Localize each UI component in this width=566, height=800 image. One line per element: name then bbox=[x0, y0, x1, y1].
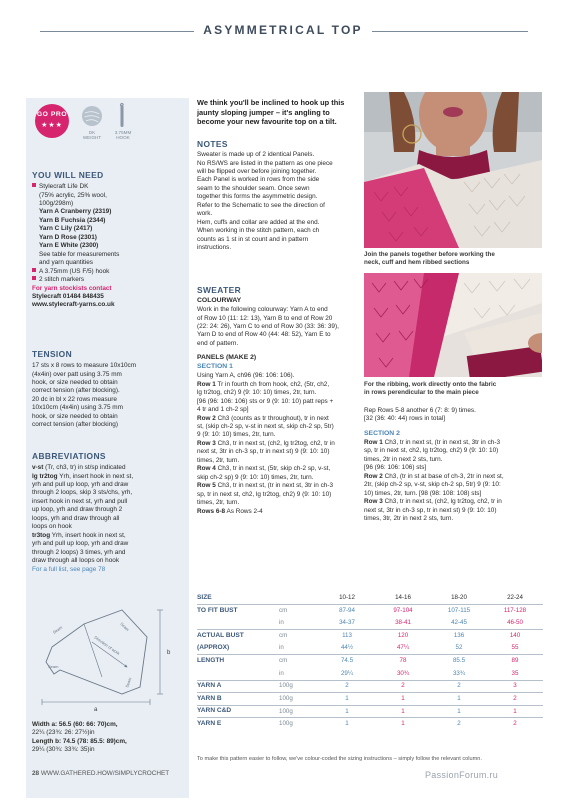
text-line: correct tension (after blocking) bbox=[32, 421, 118, 429]
schematic-seam-label: Seam bbox=[124, 676, 133, 689]
photo1-caption: Join the panels together before working the neck, cuff and hem ribbed sections bbox=[364, 251, 495, 267]
table-cell: 2 bbox=[431, 718, 487, 731]
text-line: Row 3 Ch3, tr in next st, (ch2, lg tr2tog, ch2, tr in bbox=[197, 439, 335, 447]
row-unit: in bbox=[279, 644, 284, 652]
list-item: See table for measurements bbox=[39, 250, 120, 258]
text-line: (4x4in) over patt using 3.75 mm bbox=[32, 370, 122, 378]
text-line: yrh and pull up loop, yrh and draw bbox=[32, 481, 129, 488]
bullet-icon bbox=[32, 276, 36, 280]
text-line: hook, or size needed to obtain bbox=[32, 412, 118, 420]
row-unit: 100g bbox=[279, 718, 319, 731]
table-cell: 107-115 bbox=[431, 605, 487, 618]
table-cell: 44½ bbox=[340, 644, 354, 652]
row-label: ACTUAL BUST bbox=[197, 630, 279, 643]
crochet-hook-icon bbox=[119, 103, 125, 127]
text-line: work. bbox=[197, 210, 213, 218]
row-label: TO FIT BUST bbox=[197, 605, 279, 618]
table-cell: 1 bbox=[431, 705, 487, 718]
table-cell: 2 bbox=[431, 680, 487, 693]
text-line: When working in the stitch pattern, each ch bbox=[197, 227, 320, 235]
table-cell: 18-20 bbox=[451, 593, 467, 601]
text-line: Rep Rows 5-8 another 6 (7: 8: 9) times. bbox=[364, 407, 476, 414]
instruction-label: v-st bbox=[32, 464, 44, 472]
watermark: PassionForum.ru bbox=[425, 770, 499, 780]
page-title: ASYMMETRICAL TOP bbox=[203, 23, 363, 37]
row-unit: 100g bbox=[279, 680, 319, 693]
list-item: A 3.75mm (US F/5) hook bbox=[32, 268, 182, 276]
instruction-label: lg tr2tog bbox=[32, 472, 58, 480]
colourway-heading: COLOURWAY bbox=[197, 297, 242, 305]
row-unit: in bbox=[279, 669, 284, 677]
table-footnote: To make this pattern easier to follow, we've colour-coded the sizing instructions – simply follow the relevant column. bbox=[197, 756, 482, 762]
text-line: skip ch-2 sp) 9 (9: 10: 10) times, 2tr, turn. bbox=[197, 473, 314, 481]
photo-model-sleeve bbox=[364, 273, 542, 377]
table-cell: 22-24 bbox=[507, 593, 523, 601]
text-line: 17 sts x 8 rows to measure 10x10cm bbox=[32, 362, 137, 370]
notes-section bbox=[197, 139, 359, 253]
abbreviations-heading: ABBREVIATIONS bbox=[32, 451, 106, 461]
text-line: instructions. bbox=[197, 244, 232, 252]
text-line: lg tr2tog Yrh, insert hook in next st, bbox=[32, 472, 134, 480]
list-item: 100g/298m) bbox=[39, 200, 74, 207]
text-line: Rows 6-8 As Rows 2-4 bbox=[197, 507, 263, 515]
table-cell: 42-45 bbox=[451, 619, 467, 627]
yarn-ball-icon bbox=[82, 106, 102, 126]
list-item: Stylecraft Life DK bbox=[32, 183, 182, 191]
text-line: Hem, cuffs and collar are added at the end. bbox=[197, 218, 320, 226]
instruction-label: Row 4 bbox=[197, 465, 216, 473]
text-line: seam to the shoulder seam. Once sewn bbox=[197, 184, 310, 192]
row-unit: in bbox=[279, 619, 284, 627]
text-line: insert hook in next st, yrh and pull bbox=[32, 497, 128, 505]
table-cell: 46-50 bbox=[507, 619, 523, 627]
row-unit: cm bbox=[279, 605, 319, 618]
instruction-label: Row 2 bbox=[197, 414, 216, 422]
text-line: will be flipped over before joining together. bbox=[197, 168, 317, 175]
row-unit bbox=[279, 592, 319, 605]
sweater-heading: SWEATER bbox=[197, 285, 242, 295]
list-item: (75% acrylic, 25% wool, bbox=[39, 191, 107, 199]
list-item: 2 stitch markers bbox=[32, 276, 182, 284]
table-row bbox=[197, 718, 543, 731]
list-item: Yarn E White (2300) bbox=[39, 242, 99, 250]
intro-lead: We think you'll be inclined to hook up this jaunty sloping jumper – it's angling to become your new favourite top on a tilt. bbox=[197, 98, 345, 127]
list-item: and yarn quantities bbox=[39, 259, 94, 267]
text-line: 9 (9: 10: 10) times, 2tr, turn. bbox=[197, 431, 276, 439]
text-line: 20 dc in bl x 22 rows measure bbox=[32, 395, 117, 403]
panels-heading: PANELS (MAKE 2) bbox=[197, 354, 257, 362]
header-rule-right bbox=[372, 31, 528, 32]
text-line: times, 2tr, turn. bbox=[197, 499, 240, 507]
text-line: sp, tr in next st, ch2, lg tr2tog, ch2) 9 (9: 10: 10) bbox=[197, 490, 332, 498]
row-label: LENGTH bbox=[197, 655, 279, 668]
table-cell: 1 bbox=[319, 693, 375, 706]
text-line: Row 2 Ch3 (counts as tr throughout), tr in next bbox=[197, 414, 329, 422]
text-line: times, 2tr in next 2 sts, turn. bbox=[364, 455, 443, 463]
text-line: 4 tr and 1 ch-2 sp] bbox=[197, 406, 249, 414]
row-label: YARN A bbox=[197, 680, 279, 693]
text-line: st, (skip ch-2 sp, v-st in next st, skip ch-2 sp, 5tr) bbox=[197, 422, 334, 430]
page-footer: 28 WWW.GATHERED.HOW/SIMPLYCROCHET bbox=[32, 770, 170, 777]
hook-label: 3.75MM HOOK bbox=[114, 130, 132, 141]
width-measure: Width a: 56.5 (60: 66: 70)cm, bbox=[32, 721, 118, 728]
text-line: v-st (Tr, ch3, tr) in st/sp indicated bbox=[32, 464, 126, 472]
table-row bbox=[197, 680, 543, 693]
text-line: Each Panel is worked in rows from the side bbox=[197, 176, 320, 184]
list-item: Yarn D Rose (2301) bbox=[39, 233, 97, 241]
text-line: Row 1 Ch3, tr in next st, (tr in next st, 3tr in ch-3 bbox=[364, 438, 501, 446]
instruction-label: Rows 6-8 bbox=[197, 507, 226, 515]
row-label bbox=[197, 617, 279, 630]
schematic-diagram bbox=[32, 602, 182, 712]
size-table bbox=[197, 592, 543, 731]
table-cell: 14-16 bbox=[395, 593, 411, 601]
table-cell: 136 bbox=[431, 630, 487, 643]
you-will-need-heading: YOU WILL NEED bbox=[32, 170, 104, 180]
text-line: Row 3 Ch3, tr in next st, (ch2, lg tr2tog, ch2, tr in bbox=[364, 498, 502, 506]
table-cell: 47¼ bbox=[396, 644, 410, 652]
text-line: Refer to the Schematic to see the direction of bbox=[197, 201, 325, 209]
notes-heading: NOTES bbox=[197, 139, 228, 149]
table-cell: 87-94 bbox=[319, 605, 375, 618]
table-cell: 1 bbox=[375, 693, 431, 706]
text-line: loops on hook bbox=[32, 523, 72, 531]
table-row bbox=[197, 693, 543, 706]
table-cell: 3 bbox=[487, 680, 543, 693]
table-cell: 30¾ bbox=[396, 669, 410, 677]
section2-heading: SECTION 2 bbox=[364, 429, 400, 437]
row-label: YARN E bbox=[197, 718, 279, 731]
table-cell: 52 bbox=[455, 644, 463, 652]
table-row bbox=[197, 642, 543, 655]
text-line: [32 (36: 40: 44) rows in total] bbox=[364, 415, 445, 423]
table-cell: 10-12 bbox=[339, 593, 355, 601]
text-line: of Row 10 (11: 12: 13), Yarn B to end of Row 20 bbox=[197, 314, 333, 322]
table-cell: 38-41 bbox=[395, 619, 411, 627]
row-unit: cm bbox=[279, 630, 319, 643]
table-cell: 55 bbox=[511, 644, 519, 652]
text-line: times, 2tr, turn. bbox=[197, 456, 240, 464]
list-item: Yarn C Lily (2417) bbox=[39, 225, 93, 233]
text-line: counts as 1 st in st count and in pattern bbox=[197, 235, 309, 243]
table-cell: 2 bbox=[487, 693, 543, 706]
instruction-label: Row 2 bbox=[364, 472, 383, 480]
right-pattern-text bbox=[364, 407, 542, 523]
text-line: yrh and pull up loop, yrh and draw bbox=[32, 540, 129, 548]
text-line: 10x10cm (4x4in) using 3.75 mm bbox=[32, 404, 123, 412]
table-cell: 2 bbox=[375, 680, 431, 693]
page-header bbox=[0, 20, 566, 44]
table-cell: 85.5 bbox=[431, 655, 487, 668]
row-unit: cm bbox=[279, 655, 319, 668]
table-row bbox=[197, 668, 543, 681]
table-cell: 34-37 bbox=[339, 619, 355, 627]
text-line: Row 5 Ch3, tr in next st, (tr in next st, 3tr in ch-3 bbox=[197, 482, 334, 490]
text-line: [96 (96: 106: 106) sts or 9 (9: 10: 10) patt reps + bbox=[197, 397, 334, 405]
text-line: sp, tr in next st, ch2, lg tr2tog, ch2) 9 (9: 10: 10) bbox=[364, 447, 499, 455]
row-label: (APPROX) bbox=[197, 644, 230, 652]
text-line: through 2 loops, skip 3 sts/chs, yrh, bbox=[32, 489, 133, 497]
text-line: tr3tog Yrh, insert hook in next st, bbox=[32, 531, 126, 539]
schematic-seam-label: Seam bbox=[119, 621, 131, 633]
badge-label: GO PRO bbox=[36, 111, 68, 118]
row-unit: 100g bbox=[279, 705, 319, 718]
table-cell: 1 bbox=[431, 693, 487, 706]
text-line: (22: 24: 26), Yarn C to end of Row 30 (33: 36: 39), bbox=[197, 322, 339, 330]
text-line: correct tension (after blocking). bbox=[32, 387, 120, 395]
text-line: hook, or size needed to obtain bbox=[32, 379, 118, 386]
table-cell: 35 bbox=[511, 669, 519, 677]
text-line: next st, 3tr in ch-3 sp, tr in next st) 9 (9: 10: 10) bbox=[364, 506, 497, 514]
width-measure-in: 22¼ (23¾: 26: 27½)in bbox=[32, 729, 95, 737]
text-line: No RS/WS are listed in the pattern as one piece bbox=[197, 159, 333, 167]
schematic-seam-label: Seam bbox=[48, 664, 59, 669]
length-measure: Length b: 74.5 (78: 85.5: 89)cm, bbox=[32, 737, 127, 745]
abbreviations-section bbox=[32, 451, 182, 574]
text-line: 10) times, 2tr, turn. [98 (98: 108: 108) sts] bbox=[364, 489, 482, 497]
table-cell: 1 bbox=[375, 705, 431, 718]
schematic-direction-label: Direction of work bbox=[93, 634, 121, 656]
weight-label: DK WEIGHT bbox=[82, 130, 102, 141]
table-cell: 113 bbox=[319, 630, 375, 643]
you-will-need-section bbox=[32, 170, 182, 310]
table-row bbox=[197, 617, 543, 630]
instruction-label: Row 3 bbox=[197, 439, 216, 447]
text-line: Yarn D to end of Row 40 (44: 48: 52), Yarn E to bbox=[197, 331, 331, 339]
tension-heading: TENSION bbox=[32, 349, 73, 359]
row-unit: 100g bbox=[279, 693, 319, 706]
sweater-section bbox=[197, 285, 359, 516]
text-line: Row 1 Tr in fourth ch from hook, ch2, (5tr, ch2, bbox=[197, 380, 330, 388]
bullet-icon bbox=[32, 268, 36, 272]
tension-section bbox=[32, 349, 182, 430]
row-label bbox=[197, 668, 279, 681]
table-cell: 74.5 bbox=[319, 655, 375, 668]
list-item: Yarn A Cranberry (2319) bbox=[39, 208, 112, 216]
abbreviations-more-link[interactable]: For a full list, see page 78 bbox=[32, 565, 106, 573]
row-label: SIZE bbox=[197, 593, 212, 601]
text-line: [96 (96: 106: 106) sts] bbox=[364, 464, 427, 472]
instruction-label: Row 1 bbox=[197, 380, 216, 388]
text-line: 2tr, (skip ch-2 sp, v-st, skip ch-2 sp, 5tr) 9 (9: 10: bbox=[364, 481, 501, 489]
table-row bbox=[197, 592, 543, 605]
schematic-measurements bbox=[32, 721, 182, 755]
table-cell: 117-128 bbox=[487, 605, 543, 618]
text-line: Row 4 Ch3, tr in next st, (5tr, skip ch-2 sp, v-st, bbox=[197, 465, 331, 473]
instruction-label: tr3tog bbox=[32, 531, 51, 539]
text-line: Using Yarn A, ch96 (96: 106: 106). bbox=[197, 372, 295, 380]
table-cell: 2 bbox=[487, 718, 543, 731]
schematic-label-b: b bbox=[167, 650, 171, 656]
instruction-label: Row 3 bbox=[364, 498, 383, 506]
schematic-seam-label: Seam bbox=[51, 624, 64, 635]
photo2-caption: For the ribbing, work directly onto the fabric in rows perendicular to the main piece bbox=[364, 381, 497, 397]
text-line: next st, 3tr in ch-3 sp, tr in next st) 9 (9: 10: 10) bbox=[197, 448, 330, 456]
table-row bbox=[197, 655, 543, 668]
stockists-phone: Stylecraft 01484 848435 bbox=[32, 292, 104, 300]
table-cell: 78 bbox=[375, 655, 431, 668]
text-line: through 2 loops) 3 times, yrh and bbox=[32, 548, 126, 556]
table-cell: 1 bbox=[487, 705, 543, 718]
text-line: Sweater is made up of 2 identical Panels. bbox=[197, 151, 315, 159]
bullet-icon bbox=[32, 183, 36, 187]
instruction-label: Row 5 bbox=[197, 482, 216, 490]
list-item: Yarn B Fuchsia (2344) bbox=[39, 216, 106, 224]
instruction-label: Row 1 bbox=[364, 438, 383, 446]
table-row bbox=[197, 705, 543, 718]
difficulty-badge bbox=[35, 104, 69, 138]
text-line: up loop, yrh and draw through 2 bbox=[32, 506, 123, 514]
table-cell: 120 bbox=[375, 630, 431, 643]
row-label: YARN C&D bbox=[197, 705, 279, 718]
length-measure-in: 29¼ (30¾: 33¾: 35)in bbox=[32, 746, 95, 754]
table-row bbox=[197, 630, 543, 643]
badge-stars: ★★★ bbox=[41, 121, 63, 129]
schematic-label-a: a bbox=[94, 707, 98, 712]
text-line: together this forms the asymmetric design. bbox=[197, 193, 318, 201]
table-cell: 89 bbox=[487, 655, 543, 668]
table-cell: 140 bbox=[487, 630, 543, 643]
table-cell: 97-104 bbox=[375, 605, 431, 618]
table-cell: 1 bbox=[319, 705, 375, 718]
text-line: draw through all loops on hook bbox=[32, 557, 120, 565]
table-cell: 1 bbox=[319, 718, 375, 731]
table-cell: 2 bbox=[319, 680, 375, 693]
photo-model-neckline bbox=[364, 92, 542, 248]
row-label: YARN B bbox=[197, 693, 279, 706]
stockists-line: For yarn stockists contact bbox=[32, 284, 112, 292]
text-line: lg tr2tog, ch2) 9 (9: 10: 10) times, 2tr, turn. bbox=[197, 389, 317, 397]
table-cell: 29¼ bbox=[340, 669, 354, 677]
text-line: end of pattern. bbox=[197, 339, 239, 347]
text-line: times, 3tr, 2tr in next 2 sts, turn. bbox=[364, 514, 454, 522]
text-line: Work in the following colourway: Yarn A to end bbox=[197, 306, 328, 314]
table-row bbox=[197, 605, 543, 618]
stockists-url[interactable]: www.stylecraft-yarns.co.uk bbox=[32, 301, 115, 309]
table-cell: 1 bbox=[375, 718, 431, 731]
text-line: loops, yrh and draw through all bbox=[32, 514, 120, 522]
text-line: Row 2 Ch3, (tr in st at base of ch-3, 2tr in next st, bbox=[364, 472, 504, 480]
section1-heading: SECTION 1 bbox=[197, 363, 233, 371]
table-cell: 33¾ bbox=[452, 669, 466, 677]
